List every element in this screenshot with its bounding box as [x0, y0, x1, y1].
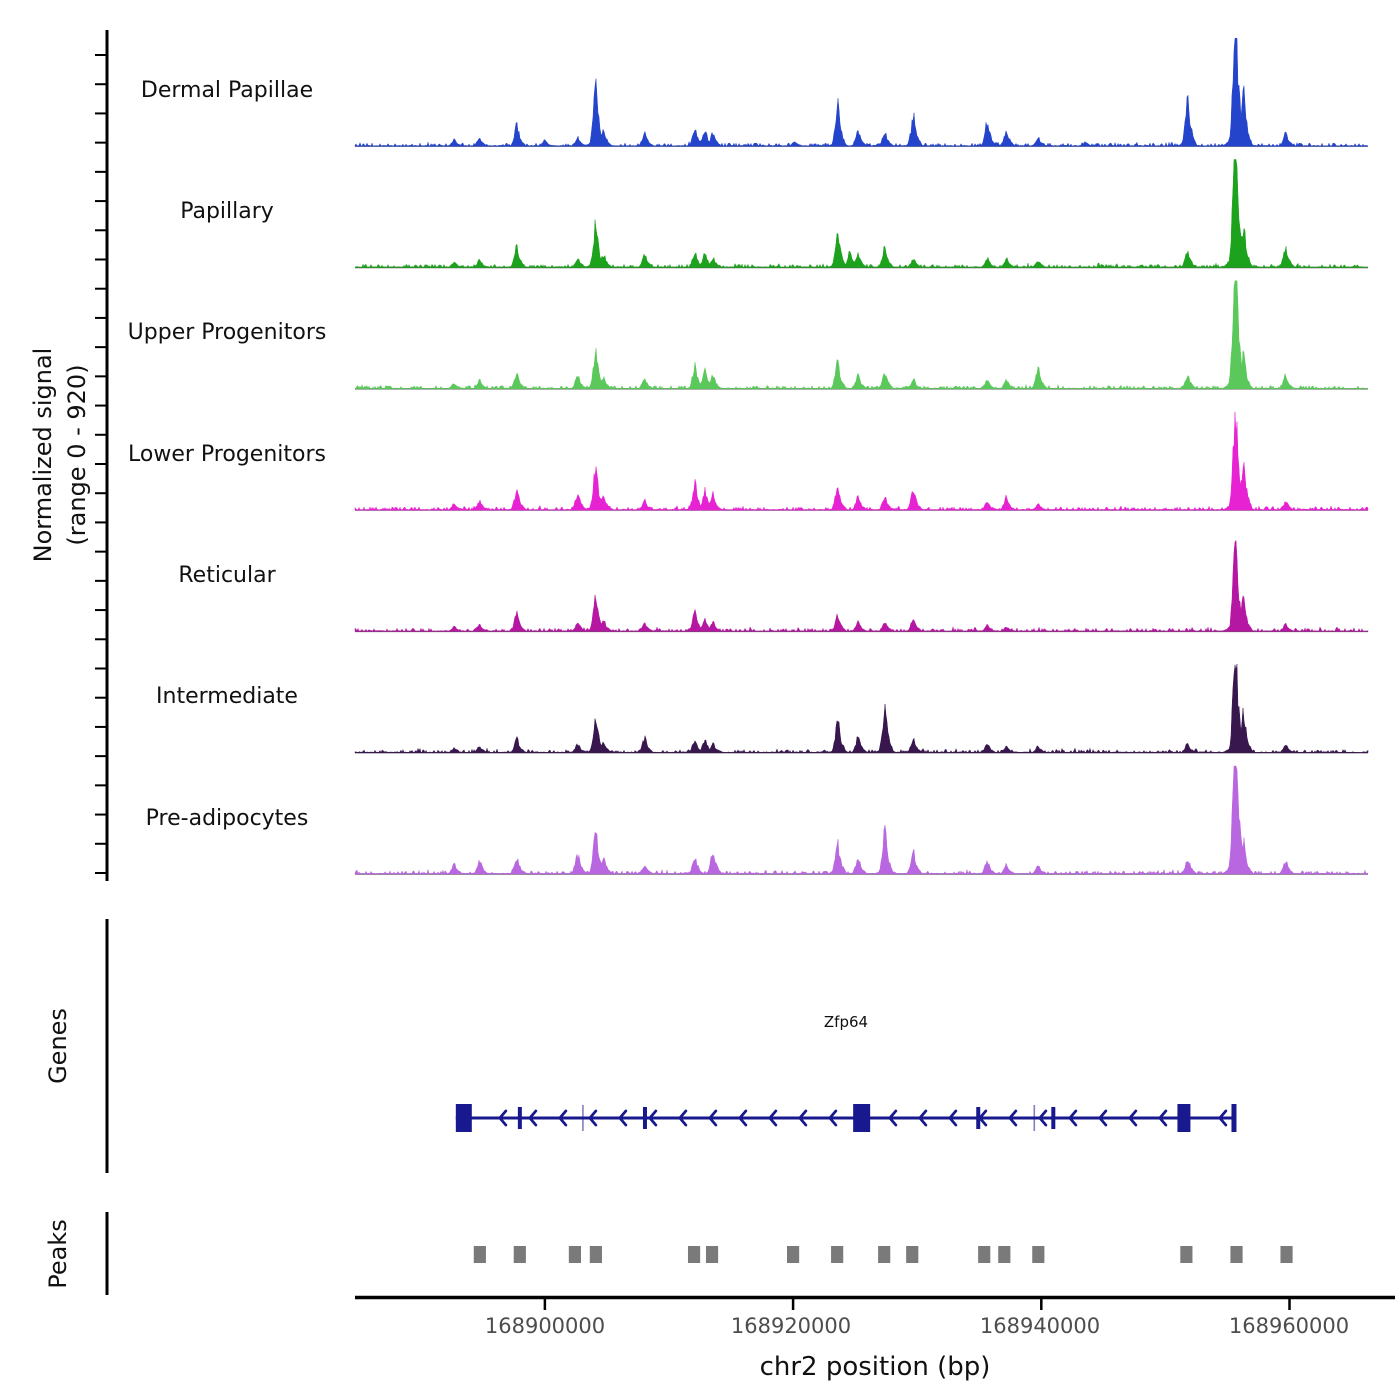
signal-area	[355, 281, 1368, 389]
peak-intervals	[474, 1246, 1293, 1263]
y-axis-label: Normalized signal	[29, 347, 57, 563]
signal-tracks	[355, 38, 1368, 874]
track-label-lower-progenitors: Lower Progenitors	[128, 442, 326, 467]
x-tick-label-168940000: 168940000	[979, 1314, 1101, 1338]
track-label-intermediate: Intermediate	[156, 684, 298, 709]
gene-model	[456, 1104, 1237, 1132]
gene-exon-tick	[1051, 1107, 1055, 1129]
peak-interval-box	[878, 1246, 890, 1263]
peak-interval-box	[906, 1246, 918, 1263]
peak-interval-box	[1180, 1246, 1192, 1263]
genes-track-label: Genes	[44, 1008, 72, 1084]
track-label-dermal-papillae: Dermal Papillae	[140, 78, 314, 103]
signal-track-lower-progenitors	[355, 412, 1368, 510]
signal-area	[355, 160, 1368, 268]
peak-interval-box	[1280, 1246, 1292, 1263]
gene-exon-tick	[643, 1107, 647, 1129]
peak-interval-box	[474, 1246, 486, 1263]
track-label-upper-progenitors: Upper Progenitors	[127, 320, 327, 345]
peak-interval-box	[1032, 1246, 1044, 1263]
signal-area	[355, 38, 1368, 146]
peak-interval-box	[787, 1246, 799, 1263]
gene-name-zfp64: Zfp64	[823, 1013, 869, 1031]
signal-track-dermal-papillae	[355, 38, 1368, 146]
peak-interval-box	[998, 1246, 1010, 1263]
peak-interval-box	[978, 1246, 990, 1263]
signal-area	[355, 540, 1368, 631]
gene-exon-block	[1231, 1104, 1236, 1132]
gene-exon-tick	[518, 1107, 522, 1129]
signal-track-intermediate	[355, 664, 1368, 753]
signal-area	[355, 664, 1368, 753]
gene-thin-mark	[582, 1105, 584, 1131]
signal-area	[355, 412, 1368, 510]
peak-interval-box	[514, 1246, 526, 1263]
signal-area	[355, 766, 1368, 874]
signal-track-upper-progenitors	[355, 281, 1368, 389]
signal-track-reticular	[355, 540, 1368, 631]
signal-track-papillary	[355, 160, 1368, 268]
peak-interval-box	[569, 1246, 581, 1263]
gene-thin-mark	[1033, 1105, 1035, 1131]
gene-exon-block	[853, 1104, 870, 1132]
peak-interval-box	[590, 1246, 602, 1263]
signal-track-pre-adipocytes	[355, 766, 1368, 874]
x-axis-label: chr2 position (bp)	[759, 1352, 991, 1382]
x-tick-label-168900000: 168900000	[484, 1314, 606, 1338]
peak-interval-box	[688, 1246, 700, 1263]
track-label-papillary: Papillary	[180, 199, 274, 224]
peak-interval-box	[831, 1246, 843, 1263]
gene-exon-block	[1177, 1104, 1190, 1132]
track-label-reticular: Reticular	[178, 563, 276, 588]
x-tick-label-168920000: 168920000	[730, 1314, 852, 1338]
peaks-track-label: Peaks	[44, 1219, 72, 1289]
track-label-pre-adipocytes: Pre-adipocytes	[145, 806, 309, 831]
x-tick-label-168960000: 168960000	[1228, 1314, 1350, 1338]
y-axis-range-label: (range 0 - 920)	[63, 364, 91, 546]
peak-interval-box	[706, 1246, 718, 1263]
gene-exon-block	[456, 1104, 472, 1132]
peak-interval-box	[1230, 1246, 1242, 1263]
